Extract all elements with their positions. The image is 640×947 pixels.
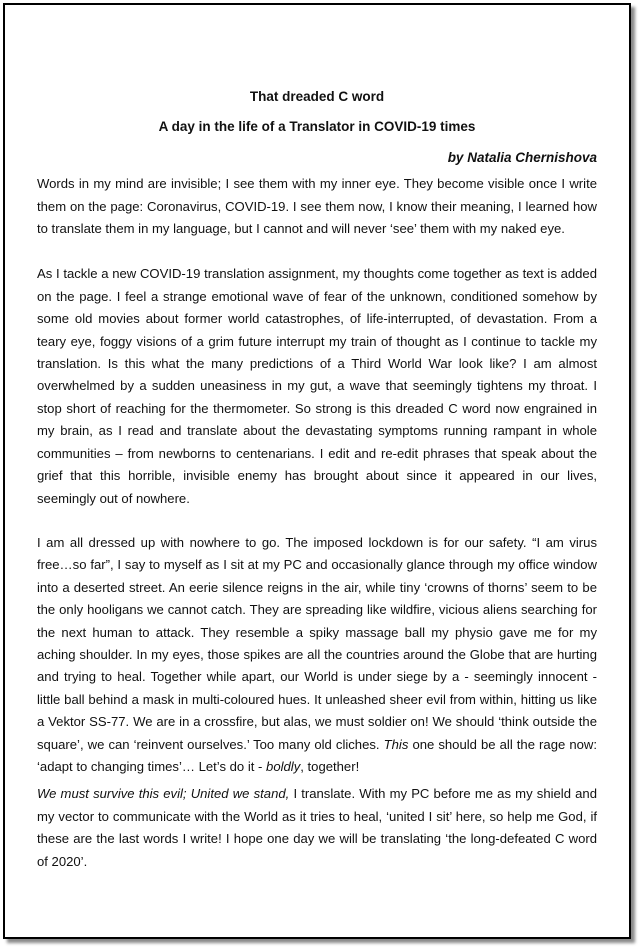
- paragraph-3-text-b: one should be all the rage now: ‘adapt to changing times’… Let’s do it -: [37, 736, 597, 774]
- paragraph-4-italic-lead: We must survive this evil; United we stand,: [37, 786, 290, 802]
- paragraph-1: Words in my mind are invisible; I see them with my inner eye. They become visible once I write them on the page: Coronavirus, COVID-19. I see them now, I know their meaning, I learned how to translate them in my language, but I cannot and will never ‘see’ them with my naked eye.: [37, 176, 597, 237]
- paragraph-3: [37, 532, 597, 778]
- author-byline: by Natalia Chernishova: [447, 149, 597, 165]
- paragraph-3-italic-this: This: [383, 736, 409, 752]
- paragraph-2: As I tackle a new COVID-19 translation assignment, my thoughts come together as text is added on the page. I feel a strange emotional wave of fear of the unknown, conditioned somehow by some old movies about former world catastrophes, of life-interrupted, of devastation. From a teary eye, foggy visions of a grim future interrupt my train of thought as I continue to tackle my translation. Is this what the many predictions of a Third World War look like? I am almost overwhelmed by a sudden uneasiness in my gut, a wave that seemingly tightens my throat. I stop short of reaching for the thermometer. So strong is this dreaded C word now engrained in my brain, as I read and translate about the devastating symptoms running rampant in whole communities – from newborns to centenarians. I edit and re-edit phrases that speak about the grief that this horrible, invisible enemy has brought about since it appeared in our lives, seemingly out of nowhere.: [37, 266, 597, 506]
- paragraph-3-italic-boldly: boldly: [266, 758, 301, 774]
- paragraph-3-text-c: , together!: [300, 758, 360, 774]
- paragraph-4-text: I translate. With my PC before me as my shield and my vector to communicate with the World as it tries to heal, ‘united I sit’ here, so help me God, if these are the last words I write! I hope one day we will be translating ‘the long-defeated C word of 2020’.: [37, 786, 597, 869]
- paragraph-3-text-a: I am all dressed up with nowhere to go. The imposed lockdown is for our safety. “I am virus free…so far”, I say to myself as I sit at my PC and occasionally glance through my office window into a deserted street. An eerie silence reigns in the air, while tiny ‘crowns of thorns’ seem to be the only hooligans we cannot catch. They are spreading like wildfire, vicious aliens searching for the next human to attack. They resemble a spiky massage ball my physio gave me for my aching shoulder. In my eyes, those spikes are all the countries around the Globe that are hurting and trying to heal. Together while apart, our World is under siege by a - seemingly innocent - little ball behind a mask in multi-coloured hues. It unleashed sheer evil from within, hitting us like a Vektor SS-77. We are in a crossfire, but alas, we must soldier on! We should ‘think outside the square’, we can ‘reinvent ourselves.’ Too many old cliches.: [37, 534, 597, 752]
- document-subtitle: A day in the life of a Translator in COVID-19 times: [158, 119, 476, 135]
- paragraph-4: [37, 783, 597, 873]
- document-body: [37, 86, 597, 873]
- document-title: That dreaded C word: [249, 89, 385, 104]
